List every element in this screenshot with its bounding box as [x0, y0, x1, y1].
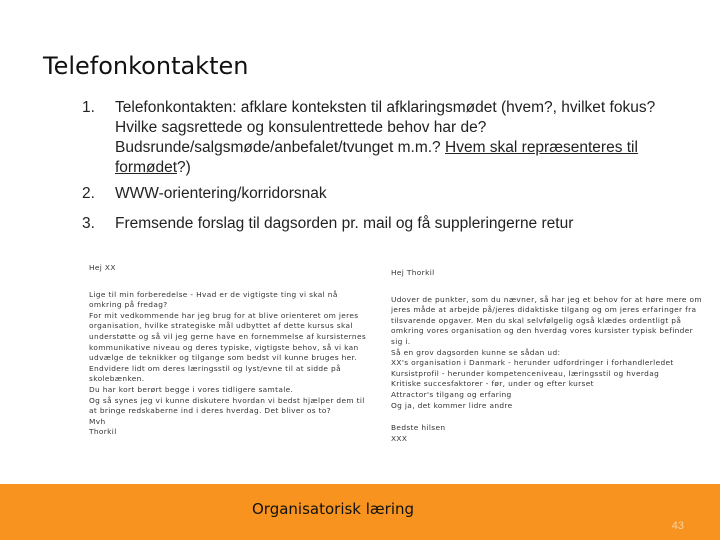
list-item-number: 2. — [82, 185, 95, 202]
footer-bar — [0, 484, 720, 540]
list-item-text-tail: ?) — [177, 159, 191, 176]
email-right-body: Udover de punkter, som du nævner, så har jeg et behov for at høre mere om jeres måde at arbejde på/jeres didaktiske tilgang og om jeres erfaringer fra tilsvarende opgaver. Men du skal selvfølgelig også klædes ordentligt på omkring vores organisation og den hverdag vores kursister typisk befinder sig i. Så en grov dagsorden kunne se sådan ud: XX's organisation i Danmark - herunder udfordringer i forhandlerledet Kursistprofil - herunder kompetenceniveau, læringsstil og hverdag Kritiske succesfaktorer - før, under og efter kurset Attractor's tilgang og erfaring Og ja, det kommer lidre andre — [391, 294, 702, 410]
email-right — [391, 268, 706, 444]
list-item-text-plain: Telefonkontakten: afklare konteksten til afklaringsmødet (hvem?, hvilket fokus? Hvilke sagsrettede og konsulentrettede behov har de? Budsrunde/salgsmøde/anbefalet/tvunget m.m.? — [115, 99, 656, 156]
list-item-text: WWW-orientering/korridorsnak — [115, 185, 327, 202]
list-item-number: 3. — [82, 215, 95, 232]
email-left-body: Lige til min forberedelse - Hvad er de vigtigste ting vi skal nå omkring på fredag? For mit vedkommende har jeg brug for at blive orienteret om jeres organisation, hvilke strategiske mål udbyttet af dette kursus skal understøtte og så vil jeg gerne have en fornemmelse af kursisternes kommunikative niveau og deres typiske, vigtigste behov, så vi kan udvælge de teknikker og tilgange som bedst vil kunne bruges her. Endvidere lidt om deres læringsstil og lyst/evne til at sidde på skolebænken. Du har kort berørt begge i vores tidligere samtale. Og så synes jeg vi kunne diskutere hvordan vi bedst hjælper dem til at bringe redskaberne ind i deres hverdag. Det bliver os to? Mvh Thorkil — [89, 289, 367, 437]
email-right-closing: Bedste hilsen XXX — [391, 423, 446, 443]
list-item-text — [115, 98, 700, 178]
email-left — [89, 263, 369, 438]
page-number: 43 — [671, 520, 684, 532]
footer-title: Organisatorisk læring — [251, 500, 415, 518]
email-left-greeting: Hej XX — [89, 263, 116, 272]
slide-title: Telefonkontakten — [43, 52, 249, 80]
list-item-text: Fremsende forslag til dagsorden pr. mail og få suppleringerne retur — [115, 215, 574, 232]
list-item-text-underlined: Hvem skal repræsenteres til formødet — [115, 139, 638, 176]
list-item-number: 1. — [82, 99, 95, 116]
email-right-greeting: Hej Thorkil — [391, 268, 435, 277]
